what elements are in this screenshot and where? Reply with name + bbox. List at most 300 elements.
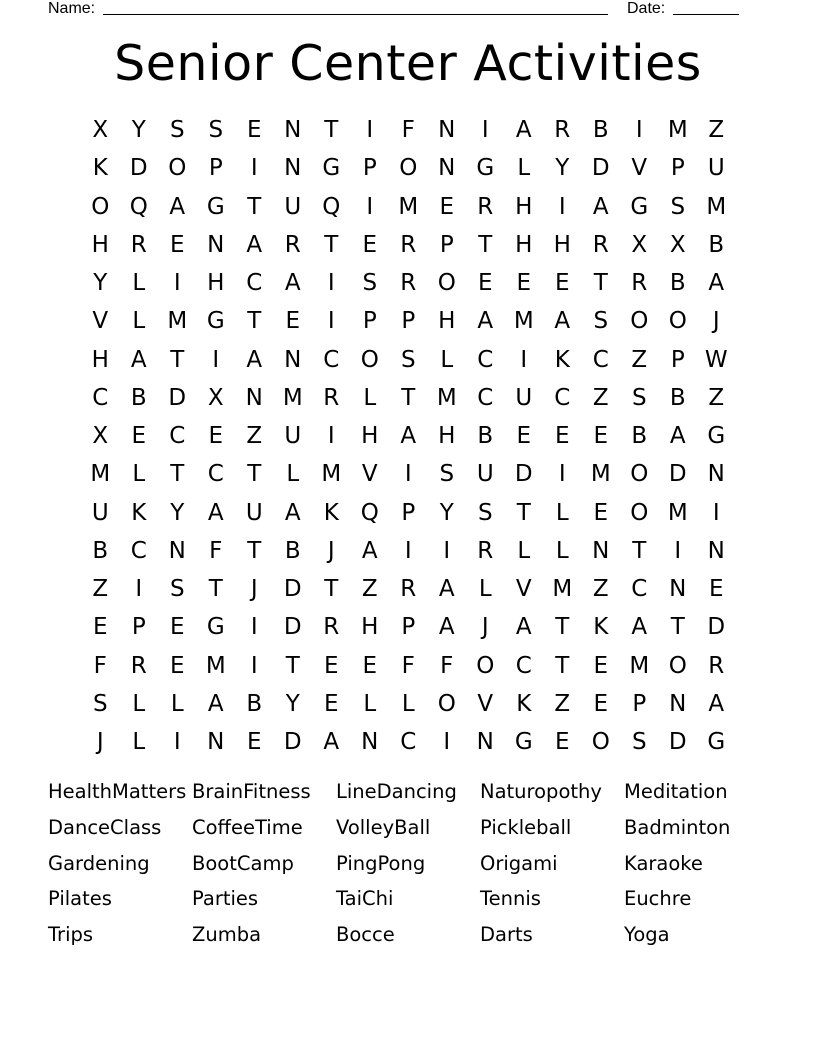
grid-letter: Y	[131, 117, 146, 143]
grid-letter: Y	[170, 499, 185, 526]
grid-letter: E	[593, 652, 609, 679]
grid-letter: I	[366, 117, 374, 143]
grid-letter: G	[206, 308, 225, 335]
grid-letter: E	[323, 652, 339, 679]
grid-letter: I	[558, 461, 566, 488]
grid-letter: A	[554, 308, 571, 335]
grid-letter: Q	[129, 193, 148, 220]
grid-letter: F	[440, 652, 454, 679]
grid-letter: N	[476, 729, 494, 755]
grid-letter: Z	[92, 576, 109, 602]
grid-letter: T	[170, 461, 185, 488]
grid-letter: A	[323, 729, 340, 755]
grid-letter: V	[477, 690, 494, 717]
grid-letter: B	[246, 690, 263, 717]
grid-letter: E	[439, 193, 455, 220]
grid-letter: B	[592, 117, 609, 143]
grid-letter: O	[476, 652, 495, 679]
grid-letter: N	[438, 117, 456, 143]
grid-letter: E	[208, 423, 224, 449]
grid-letter: M	[398, 193, 419, 220]
grid-letter: I	[212, 346, 220, 373]
grid-letter: E	[246, 729, 262, 755]
grid-letter: S	[400, 346, 416, 373]
grid-letter: M	[667, 117, 688, 143]
grid-letter: S	[362, 270, 378, 296]
grid-letter: T	[324, 576, 339, 602]
grid-letter: B	[669, 384, 686, 411]
grid-letter: X	[92, 423, 109, 449]
grid-letter: E	[131, 423, 147, 449]
grid-letter: O	[668, 308, 687, 335]
grid-letter: E	[285, 308, 301, 335]
grid-letter: E	[477, 270, 493, 296]
grid-letter: A	[284, 270, 301, 296]
grid-letter: H	[553, 231, 571, 258]
grid-letter: A	[477, 308, 494, 335]
grid-letter: R	[631, 270, 648, 296]
grid-letter: P	[401, 614, 416, 641]
grid-letter: R	[130, 231, 147, 258]
grid-letter: I	[520, 346, 528, 373]
grid-letter: Z	[708, 117, 725, 143]
word-list-item: Tennis	[480, 887, 541, 911]
grid-letter: T	[324, 117, 339, 143]
grid-letter: F	[401, 117, 415, 143]
grid-letter: L	[555, 537, 569, 564]
grid-letter: N	[361, 729, 379, 755]
grid-letter: A	[207, 690, 224, 717]
grid-letter: H	[361, 423, 379, 449]
grid-letter: E	[554, 270, 570, 296]
grid-letter: Y	[555, 155, 570, 182]
grid-letter: R	[400, 270, 417, 296]
grid-letter: A	[400, 423, 417, 449]
grid-letter: A	[246, 346, 263, 373]
grid-letter: L	[363, 690, 377, 717]
grid-letter: G	[206, 614, 225, 641]
grid-letter: P	[401, 499, 416, 526]
grid-letter: N	[438, 155, 456, 182]
grid-letter: H	[438, 308, 456, 335]
grid-letter: E	[362, 652, 378, 679]
grid-letter: C	[207, 461, 224, 488]
grid-letter: B	[284, 537, 301, 564]
grid-letter: R	[323, 384, 340, 411]
grid-letter: A	[169, 193, 186, 220]
grid-letter: U	[91, 499, 109, 526]
grid-letter: O	[360, 346, 379, 373]
page-title: Senior Center Activities	[114, 35, 702, 92]
grid-letter: O	[630, 308, 649, 335]
grid-letter: C	[554, 384, 571, 411]
grid-letter: M	[205, 652, 226, 679]
grid-letter: P	[670, 346, 685, 373]
grid-letter: O	[91, 193, 110, 220]
word-list-item: PingPong	[336, 851, 426, 875]
grid-letter: N	[592, 537, 610, 564]
grid-letter: A	[708, 690, 725, 717]
grid-letter: C	[477, 384, 494, 411]
grid-letter: T	[324, 231, 339, 258]
grid-letter: C	[592, 346, 609, 373]
word-list-item: BootCamp	[192, 851, 294, 875]
word-list-item: Zumba	[192, 923, 262, 946]
grid-letter: R	[477, 537, 494, 564]
grid-letter: L	[555, 499, 569, 526]
grid-letter: N	[669, 576, 687, 602]
grid-letter: A	[207, 499, 224, 526]
grid-letter: J	[250, 576, 258, 602]
word-list-item: Naturopothy	[480, 780, 602, 803]
grid-letter: A	[515, 614, 532, 641]
grid-letter: I	[712, 499, 720, 526]
grid-letter: L	[132, 270, 146, 296]
grid-letter: T	[247, 308, 262, 335]
grid-letter: B	[708, 231, 725, 258]
grid-letter: X	[92, 117, 109, 143]
grid-letter: C	[515, 652, 532, 679]
grid-letter: H	[361, 614, 379, 641]
grid-letter: L	[132, 308, 146, 335]
word-list-item: Trips	[48, 923, 94, 946]
grid-letter: E	[92, 614, 108, 641]
grid-letter: K	[131, 499, 147, 526]
grid-letter: M	[321, 461, 342, 488]
grid-letter: C	[130, 537, 147, 564]
grid-letter: Z	[631, 346, 648, 373]
grid-letter: A	[361, 537, 378, 564]
grid-letter: N	[707, 461, 725, 488]
grid-letter: D	[668, 729, 687, 755]
grid-letter: L	[132, 690, 146, 717]
grid-letter: D	[283, 614, 302, 641]
grid-letter: A	[592, 193, 609, 220]
grid-letter: E	[516, 423, 532, 449]
grid-letter: J	[96, 729, 104, 755]
grid-letter: C	[323, 346, 340, 373]
grid-letter: G	[630, 193, 649, 220]
grid-letter: L	[517, 537, 531, 564]
word-list-item: Karaoke	[624, 851, 703, 875]
grid-letter: G	[707, 423, 726, 449]
grid-letter: K	[516, 690, 532, 717]
name-label: Name:	[48, 0, 96, 17]
word-list-item: VolleyBall	[336, 815, 431, 839]
grid-letter: E	[246, 117, 262, 143]
grid-letter: L	[132, 729, 146, 755]
grid-letter: B	[477, 423, 494, 449]
grid-letter: J	[327, 537, 335, 564]
grid-letter: Q	[360, 499, 379, 526]
word-list	[48, 774, 768, 953]
grid-letter: C	[631, 576, 648, 602]
grid-letter: I	[327, 308, 335, 335]
grid-letter: S	[631, 729, 647, 755]
grid-letter: R	[284, 231, 301, 258]
word-list-item: Yoga	[624, 923, 670, 946]
grid-letter: R	[592, 231, 609, 258]
grid-letter: S	[439, 461, 455, 488]
grid-letter: U	[515, 384, 533, 411]
grid-letter: D	[514, 461, 533, 488]
grid-letter: E	[554, 423, 570, 449]
grid-letter: I	[404, 537, 412, 564]
word-list-item: Parties	[192, 887, 259, 911]
grid-letter: N	[284, 346, 302, 373]
grid-letter: W	[704, 346, 728, 373]
grid-letter: L	[170, 690, 184, 717]
grid-letter: I	[327, 423, 335, 449]
grid-letter: H	[91, 231, 109, 258]
grid-letter: I	[135, 576, 143, 602]
grid-letter: P	[401, 308, 416, 335]
grid-letter: N	[669, 690, 687, 717]
grid-letter: I	[404, 461, 412, 488]
word-list-item: Pickleball	[480, 815, 572, 839]
grid-letter: T	[170, 346, 185, 373]
grid-letter: G	[707, 729, 726, 755]
grid-letter: S	[169, 576, 185, 602]
grid-letter: T	[632, 537, 647, 564]
grid-letter: A	[438, 576, 455, 602]
word-list-item: Pilates	[48, 887, 112, 911]
grid-letter: L	[286, 461, 300, 488]
grid-letter: A	[284, 499, 301, 526]
grid-letter: K	[92, 155, 108, 182]
grid-letter: T	[247, 537, 262, 564]
grid-letter: I	[173, 729, 181, 755]
grid-letter: E	[593, 690, 609, 717]
grid-letter: C	[246, 270, 263, 296]
grid-letter: H	[207, 270, 225, 296]
grid-letter: U	[245, 499, 263, 526]
word-list-item: Origami	[480, 851, 558, 875]
grid-letter: E	[708, 576, 724, 602]
grid-letter: O	[168, 155, 187, 182]
grid-letter: T	[555, 614, 570, 641]
grid-letter: F	[209, 537, 223, 564]
grid-letter: R	[130, 652, 147, 679]
grid-letter: R	[323, 614, 340, 641]
grid-letter: R	[708, 652, 725, 679]
grid-letter: P	[208, 155, 223, 182]
grid-letter: D	[591, 155, 610, 182]
grid-letter: E	[593, 499, 609, 526]
grid-letter: P	[670, 155, 685, 182]
word-list-item: DanceClass	[48, 815, 162, 839]
grid-letter: N	[207, 729, 225, 755]
grid-letter: M	[513, 308, 534, 335]
grid-letter: U	[284, 423, 302, 449]
grid-letter: B	[130, 384, 147, 411]
grid-letter: B	[631, 423, 648, 449]
grid-letter: H	[438, 423, 456, 449]
grid-letter: H	[515, 193, 533, 220]
grid-letter: S	[208, 117, 224, 143]
grid-letter: J	[712, 308, 720, 335]
grid-letter: P	[131, 614, 146, 641]
grid-letter: P	[362, 308, 377, 335]
grid-letter: V	[92, 308, 109, 335]
grid-letter: X	[631, 231, 648, 258]
grid-letter: E	[169, 231, 185, 258]
grid-letter: A	[631, 614, 648, 641]
grid-letter: U	[707, 155, 725, 182]
grid-letter: Z	[554, 690, 571, 717]
header-line	[48, 0, 748, 20]
grid-letter: T	[401, 384, 416, 411]
grid-letter: I	[481, 117, 489, 143]
grid-letter: N	[284, 155, 302, 182]
grid-letter: Q	[322, 193, 341, 220]
word-list-item: Badminton	[624, 815, 731, 839]
grid-letter: J	[481, 614, 489, 641]
grid-letter: I	[366, 193, 374, 220]
grid-letter: H	[515, 231, 533, 258]
grid-letter: L	[363, 384, 377, 411]
grid-letter: I	[443, 537, 451, 564]
grid-letter: S	[477, 499, 493, 526]
grid-letter: D	[707, 614, 726, 641]
grid-letter: C	[92, 384, 109, 411]
grid-letter: A	[438, 614, 455, 641]
grid-letter: R	[400, 231, 417, 258]
letter-grid	[81, 111, 736, 761]
date-blank-line	[673, 14, 739, 15]
grid-letter: O	[668, 652, 687, 679]
grid-letter: K	[593, 614, 609, 641]
grid-letter: N	[707, 537, 725, 564]
grid-letter: T	[208, 576, 223, 602]
grid-letter: L	[517, 155, 531, 182]
grid-letter: T	[516, 499, 531, 526]
grid-letter: P	[632, 690, 647, 717]
word-list-item: TaiChi	[336, 887, 394, 911]
word-list-item: BrainFitness	[192, 780, 311, 803]
grid-letter: T	[285, 652, 300, 679]
grid-letter: O	[591, 729, 610, 755]
grid-letter: B	[669, 270, 686, 296]
grid-letter: T	[247, 461, 262, 488]
grid-letter: R	[400, 576, 417, 602]
grid-letter: C	[169, 423, 186, 449]
grid-letter: O	[630, 461, 649, 488]
grid-letter: N	[168, 537, 186, 564]
grid-letter: P	[439, 231, 454, 258]
grid-letter: I	[250, 155, 258, 182]
grid-letter: F	[401, 652, 415, 679]
grid-letter: Z	[246, 423, 263, 449]
grid-letter: Y	[93, 270, 108, 296]
word-list-item: Meditation	[624, 780, 728, 803]
grid-letter: M	[552, 576, 573, 602]
grid-letter: K	[554, 346, 570, 373]
grid-letter: D	[168, 384, 187, 411]
grid-letter: I	[443, 729, 451, 755]
grid-letter: S	[670, 193, 686, 220]
grid-letter: D	[283, 729, 302, 755]
grid-letter: M	[629, 652, 650, 679]
grid-letter: F	[93, 652, 107, 679]
grid-letter: E	[362, 231, 378, 258]
grid-letter: L	[132, 461, 146, 488]
grid-letter: G	[476, 155, 495, 182]
grid-letter: G	[322, 155, 341, 182]
word-list-item: Darts	[480, 923, 533, 946]
grid-letter: G	[514, 729, 533, 755]
grid-letter: R	[554, 117, 571, 143]
grid-letter: E	[554, 729, 570, 755]
grid-letter: S	[92, 690, 108, 717]
word-list-item: HealthMatters	[48, 780, 187, 803]
grid-letter: A	[515, 117, 532, 143]
grid-letter: A	[708, 270, 725, 296]
grid-letter: H	[91, 346, 109, 373]
grid-letter: E	[323, 690, 339, 717]
word-list-item: Bocce	[336, 923, 395, 946]
grid-letter: I	[250, 614, 258, 641]
grid-letter: L	[478, 576, 492, 602]
grid-letter: I	[674, 537, 682, 564]
grid-letter: T	[555, 652, 570, 679]
grid-letter: D	[668, 461, 687, 488]
grid-letter: M	[90, 461, 111, 488]
grid-letter: P	[362, 155, 377, 182]
word-list-item: Euchre	[624, 887, 692, 911]
grid-letter: X	[669, 231, 686, 258]
grid-letter: E	[169, 652, 185, 679]
grid-letter: Z	[708, 384, 725, 411]
grid-letter: B	[92, 537, 109, 564]
grid-letter: K	[323, 499, 339, 526]
grid-letter: V	[515, 576, 532, 602]
grid-letter: S	[593, 308, 609, 335]
grid-letter: G	[206, 193, 225, 220]
grid-letter: M	[590, 461, 611, 488]
grid-letter: T	[670, 614, 685, 641]
grid-letter: R	[477, 193, 494, 220]
grid-letter: X	[207, 384, 224, 411]
grid-letter: M	[436, 384, 457, 411]
grid-letter: Z	[361, 576, 378, 602]
grid-letter: U	[284, 193, 302, 220]
grid-letter: Z	[592, 384, 609, 411]
grid-letter: S	[169, 117, 185, 143]
grid-letter: Y	[285, 690, 300, 717]
grid-letter: D	[129, 155, 148, 182]
grid-letter: Y	[439, 499, 454, 526]
grid-letter: O	[437, 690, 456, 717]
grid-letter: I	[327, 270, 335, 296]
grid-letter: I	[250, 652, 258, 679]
name-blank-line	[103, 14, 608, 15]
grid-letter: V	[361, 461, 378, 488]
word-list-item: CoffeeTime	[192, 815, 303, 839]
grid-letter: M	[282, 384, 303, 411]
grid-letter: T	[247, 193, 262, 220]
grid-letter: A	[669, 423, 686, 449]
grid-letter: V	[631, 155, 648, 182]
grid-letter: I	[558, 193, 566, 220]
grid-letter: A	[130, 346, 147, 373]
date-label: Date:	[627, 0, 666, 17]
grid-letter: D	[283, 576, 302, 602]
grid-letter: U	[476, 461, 494, 488]
word-list-item: LineDancing	[336, 780, 457, 803]
grid-letter: O	[399, 155, 418, 182]
grid-letter: S	[631, 384, 647, 411]
